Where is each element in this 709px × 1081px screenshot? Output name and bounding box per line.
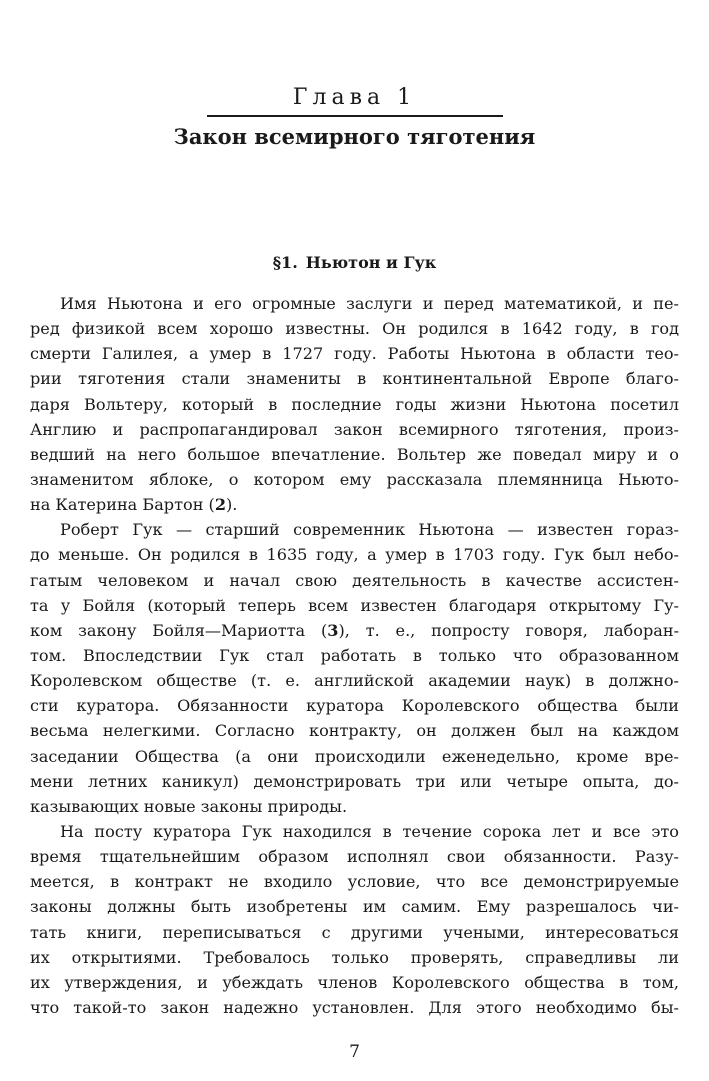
text-line: что такой-то закон надежно установлен. Для этого необходимо бы- — [30, 997, 679, 1017]
text-fragment: ), т. е., попросту говоря, лаборан- — [338, 620, 680, 640]
text-line: Королевском обществе (т. е. английской академии наук) в должно- — [30, 671, 679, 691]
text-fragment: ). — [226, 495, 238, 515]
chapter-label: Глава 1 — [292, 85, 417, 110]
text-line: сти куратора. Обязанности куратора Королевского общества были — [30, 696, 679, 716]
text-line: до меньше. Он родился в 1635 году, а умер в 1703 году. Гук был небо- — [30, 545, 679, 565]
text-line: ведший на него большое впечатление. Вольтер же поведал миру и о — [30, 444, 679, 464]
text-fragment: ком закону Бойля—Мариотта ( — [30, 620, 328, 640]
chapter-rule — [207, 115, 503, 117]
reference-number: 3 — [327, 620, 339, 640]
text-line: рии тяготения стали знамениты в континентальной Европе благо- — [30, 369, 679, 389]
text-line: мени летних каникул) демонстрировать три или четыре опыта, до- — [30, 771, 679, 791]
chapter-title: Закон всемирного тяготения — [173, 124, 536, 149]
text-line: Англию и распропагандировал закон всемирного тяготения, произ- — [30, 419, 679, 439]
text-line: время тщательнейшим образом исполнял свои обязанности. Разу- — [30, 847, 679, 867]
text-line — [30, 618, 679, 643]
text-line: тать книги, переписываться с другими учеными, интересоваться — [30, 922, 679, 942]
text-line — [30, 492, 679, 517]
text-line: та у Бойля (который теперь всем известен благодаря открытому Гу- — [30, 595, 679, 615]
page-number: 7 — [349, 1042, 360, 1062]
text-line: даря Вольтеру, который в последние годы жизни Ньютона посетил — [30, 394, 679, 414]
text-line: казывающих новые законы природы. — [30, 796, 348, 816]
text-line: ред физикой всем хорошо известны. Он родился в 1642 году, в год — [30, 319, 679, 339]
text-line: их открытиями. Требовалось только проверять, справедливы ли — [30, 947, 679, 967]
text-line: смерти Галилея, а умер в 1727 году. Работы Ньютона в области тео- — [30, 344, 679, 364]
section-number: §1. — [272, 253, 298, 272]
section-heading — [0, 250, 709, 276]
text-line: заседании Общества (а они происходили еженедельно, кроме вре- — [30, 746, 679, 766]
text-line: меется, в контракт не входило условие, что все демонстрируемые — [30, 872, 679, 892]
reference-number: 2 — [214, 495, 227, 515]
text-line: их утверждения, и убеждать членов Королевского общества в том, — [30, 972, 679, 992]
text-line: гатым человеком и начал свою деятельность в качестве ассистен- — [30, 570, 679, 590]
text-line: весьма нелегкими. Согласно контракту, он должен был на каждом — [30, 721, 679, 741]
text-line: знаменитом яблоке, о котором ему рассказала племянница Ньюто- — [30, 469, 679, 489]
text-line: законы должны быть изобретены им самим. Ему разрешалось чи- — [30, 897, 679, 917]
text-line: том. Впоследствии Гук стал работать в только что образованном — [30, 645, 679, 665]
section-title: Ньютон и Гук — [305, 253, 437, 272]
body-text — [30, 291, 679, 1020]
text-line: Роберт Гук — старший современник Ньютона — известен гораз- — [60, 520, 679, 540]
text-line: Имя Ньютона и его огромные заслуги и перед математикой, и пе- — [60, 294, 679, 313]
text-fragment: на Катерина Бартон ( — [30, 495, 215, 515]
text-line: На посту куратора Гук находился в течение сорока лет и все это — [60, 821, 679, 841]
